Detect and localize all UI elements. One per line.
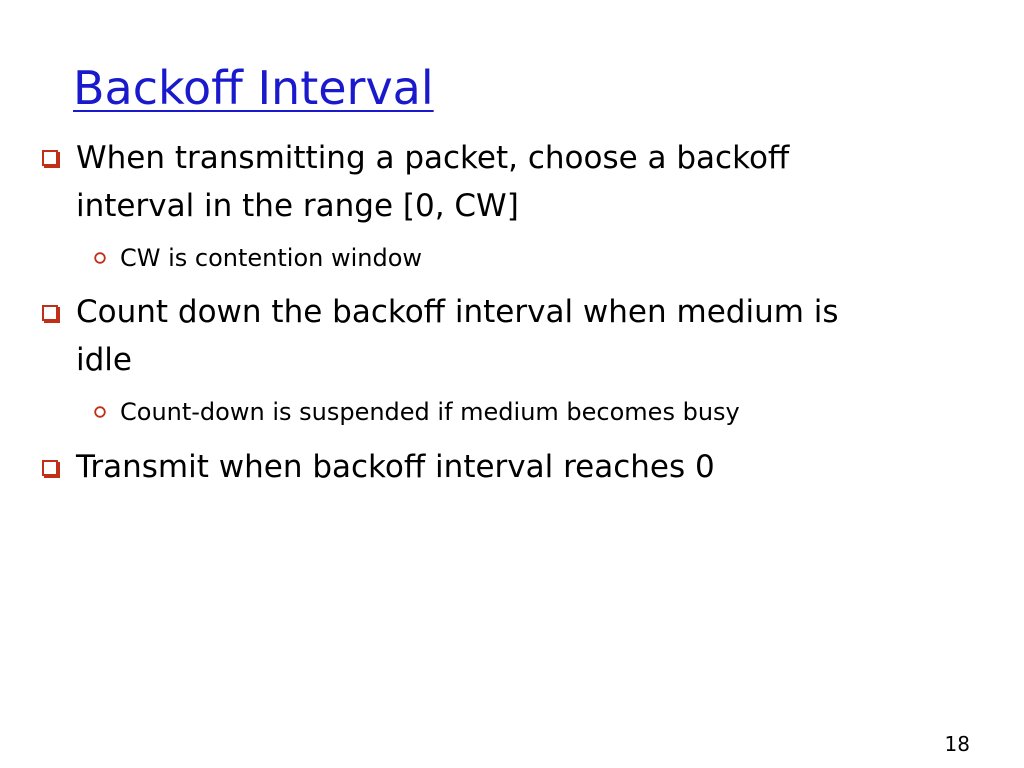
bullet-2-line-1: Count down the backoff interval when medium is xyxy=(76,294,839,330)
bullet-2-sub-1: Count-down is suspended if medium becomes busy xyxy=(120,398,740,426)
bullet-1-sub-1: CW is contention window xyxy=(120,244,423,272)
bullet-3-line-1: Transmit when backoff interval reaches 0 xyxy=(76,449,715,485)
circle-bullet-icon xyxy=(94,252,106,264)
bullet-1-line-1: When transmitting a packet, choose a backoff xyxy=(76,140,790,176)
bullet-2-line-2: idle xyxy=(76,342,132,378)
page-number: 18 xyxy=(944,732,970,756)
square-bullet-icon xyxy=(42,305,58,321)
slide-title: Backoff Interval xyxy=(73,61,434,115)
circle-bullet-icon xyxy=(94,406,106,418)
square-bullet-icon xyxy=(42,150,58,166)
bullet-1-line-2: interval in the range [0, CW] xyxy=(76,188,519,224)
square-bullet-icon xyxy=(42,460,58,476)
